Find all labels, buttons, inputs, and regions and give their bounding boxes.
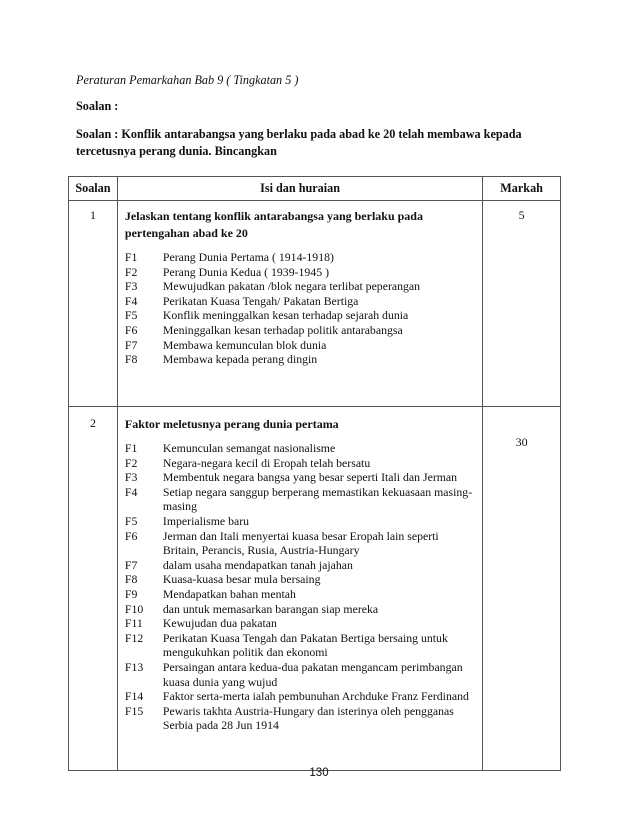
- item-code: F3: [124, 470, 138, 485]
- list-item: [125, 631, 476, 660]
- list-item: [125, 352, 476, 367]
- item-text: Membawa kemunculan blok dunia: [162, 337, 327, 352]
- item-code: F8: [124, 352, 138, 367]
- item-code: F4: [124, 484, 138, 499]
- page-number: 130: [309, 767, 329, 779]
- list-item: [125, 441, 476, 456]
- list-item: [125, 470, 476, 485]
- item-text: Negara-negara kecil di Eropah telah bersatu: [162, 455, 371, 470]
- item-text: Pewaris takhta Austria-Hungary dan isterinya oleh pengganas Serbia pada 28 Jun 1914: [162, 703, 454, 733]
- list-item: [125, 265, 476, 280]
- item-text: Meninggalkan kesan terhadap politik antarabangsa: [162, 322, 403, 337]
- item-text: Konflik meninggalkan kesan terhadap sejarah dunia: [162, 308, 409, 323]
- table-header-row: [69, 177, 561, 201]
- list-item: [125, 338, 476, 353]
- item-code: F3: [124, 279, 138, 294]
- answer-list: [125, 250, 476, 367]
- list-item: [125, 572, 476, 587]
- item-code: F6: [124, 528, 138, 543]
- item-code: F10: [124, 601, 144, 616]
- item-text: dan untuk memasarkan barangan siap mereka: [162, 601, 379, 616]
- question-number: 2: [89, 416, 96, 430]
- list-item: [125, 660, 476, 689]
- item-text: Perang Dunia Kedua ( 1939-1945 ): [162, 264, 330, 279]
- item-text: dalam usaha mendapatkan tanah jajahan: [162, 557, 353, 572]
- question-title: Faktor meletusnya perang dunia pertama: [124, 417, 339, 431]
- list-item: [125, 456, 476, 471]
- question-title: Jelaskan tentang konflik antarabangsa yang berlaku pada pertengahan abad ke 20: [124, 209, 423, 240]
- item-code: F11: [124, 616, 143, 631]
- item-code: F4: [124, 293, 138, 308]
- list-item: [125, 529, 476, 558]
- mark-value: 30: [515, 435, 528, 449]
- list-item: [125, 602, 476, 617]
- item-code: F8: [124, 572, 138, 587]
- list-item: [125, 587, 476, 602]
- item-code: F12: [124, 630, 144, 645]
- item-text: Perang Dunia Pertama ( 1914-1918): [162, 250, 334, 264]
- item-code: F15: [124, 703, 144, 718]
- item-text: Membentuk negara bangsa yang besar seperti Itali dan Jerman: [162, 470, 458, 485]
- list-item: [125, 485, 476, 514]
- question-number: 1: [89, 208, 96, 222]
- soalan-heading: Soalan :: [76, 99, 119, 113]
- item-code: F13: [124, 659, 144, 674]
- list-item: [125, 704, 476, 733]
- item-text: Kemunculan semangat nasionalisme: [162, 441, 336, 455]
- item-code: F7: [124, 337, 138, 352]
- item-text: Mendapatkan bahan mentah: [162, 586, 296, 601]
- item-text: Faktor serta-merta ialah pembunuhan Archduke Franz Ferdinand: [162, 689, 469, 704]
- item-text: Setiap negara sanggup berperang memastikan kekuasaan masing-masing: [162, 484, 473, 514]
- document-header: Peraturan Pemarkahan Bab 9 ( Tingkatan 5 ): [76, 73, 299, 87]
- list-item: [125, 279, 476, 294]
- list-item: [125, 514, 476, 529]
- item-text: Jerman dan Itali menyertai kuasa besar Eropah lain seperti Britain, Perancis, Rusia, Austria-Hungary: [162, 528, 439, 558]
- mark-value: 5: [518, 208, 525, 222]
- item-text: Kuasa-kuasa besar mula bersaing: [162, 572, 321, 587]
- header-markah: Markah: [483, 177, 561, 201]
- item-text: Imperialisme baru: [162, 513, 250, 528]
- list-item: [125, 323, 476, 338]
- header-isi-huraian: Isi dan huraian: [117, 177, 482, 201]
- answer-list: [125, 441, 476, 733]
- item-code: F7: [124, 557, 138, 572]
- item-text: Mewujudkan pakatan /blok negara terlibat peperangan: [162, 279, 421, 294]
- list-item: [125, 308, 476, 323]
- item-code: F9: [124, 586, 138, 601]
- table-row: [69, 201, 561, 407]
- item-code: F1: [124, 441, 138, 455]
- header-soalan: Soalan: [69, 177, 118, 201]
- item-code: F2: [124, 264, 138, 279]
- marking-scheme-table: [68, 176, 561, 771]
- item-code: F14: [124, 689, 144, 704]
- item-code: F5: [124, 308, 138, 323]
- table-row: [69, 407, 561, 771]
- list-item: [125, 250, 476, 265]
- item-code: F2: [124, 455, 138, 470]
- item-text: Perikatan Kuasa Tengah dan Pakatan Bertiga bersaing untuk mengukuhkan politik dan ekonomi: [162, 630, 448, 660]
- item-text: Kewujudan dua pakatan: [162, 616, 277, 631]
- item-code: F5: [124, 513, 138, 528]
- item-code: F6: [124, 322, 138, 337]
- question-text: Soalan : Konflik antarabangsa yang berlaku pada abad ke 20 telah membawa kepada tercetusnya perang dunia. Bincangkan: [76, 127, 522, 158]
- item-code: F1: [124, 250, 138, 264]
- item-text: Perikatan Kuasa Tengah/ Pakatan Bertiga: [162, 293, 359, 308]
- list-item: [125, 558, 476, 573]
- list-item: [125, 294, 476, 309]
- list-item: [125, 616, 476, 631]
- list-item: [125, 689, 476, 704]
- item-text: Membawa kepada perang dingin: [162, 352, 318, 367]
- item-text: Persaingan antara kedua-dua pakatan mengancam perimbangan kuasa dunia yang wujud: [162, 659, 463, 689]
